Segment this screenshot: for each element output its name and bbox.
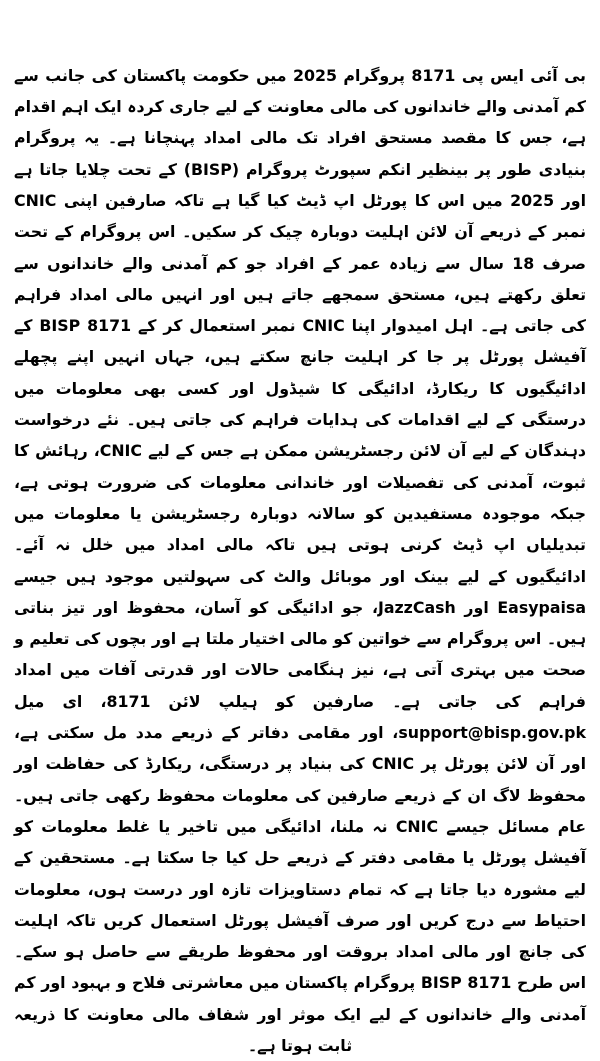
article-paragraph: بی آئی ایس پی 8171 پروگرام 2025 میں حکومت پاکستان کی جانب سے کم آمدنی والے خاندانوں کی مالی معاونت کے لیے جاری کردہ ایک اہم اقدام ہے، جس کا مقصد مستحق افراد تک مالی امداد پہنچانا ہے۔ یہ پروگرام بنیادی طور پر بینظیر انکم سپورٹ پروگرام (BISP) کے تحت چلایا جاتا ہے اور 2025 میں اس کا پورٹل اپ ڈیٹ کیا گیا ہے تاکہ صارفین اپنی CNIC نمبر کے ذریعے آن لائن اہلیت دوبارہ چیک کر سکیں۔ اس پروگرام کے تحت صرف 18 سال سے زیادہ عمر کے افراد جو کم آمدنی والے خاندانوں سے تعلق رکھتے ہیں، مستحق سمجھے جاتے ہیں اور انہیں مالی امداد فراہم کی جاتی ہے۔ اہل امیدوار اپنا CNIC نمبر استعمال کر کے BISP 8171 کے آفیشل پورٹل پر جا کر اہلیت جانچ سکتے ہیں، جہاں انہیں اپنے پچھلے ادائیگیوں کا ریکارڈ، ادائیگی کا شیڈول اور کسی بھی معلومات میں درستگی کے لیے اقدامات کی ہدایات فراہم کی جاتی ہیں۔ نئے درخواست دہندگان کے لیے آن لائن رجسٹریشن ممکن ہے جس کے لیے CNIC، رہائش کا ثبوت، آمدنی کی تفصیلات اور خاندانی معلومات کی ضرورت ہوتی ہے، جبکہ موجودہ مستفیدین کو سالانہ دوبارہ رجسٹریشن یا معلومات میں تبدیلیاں اپ ڈیٹ کرنی ہوتی ہیں تاکہ مالی امداد میں خلل نہ آئے۔ ادائیگیوں کے لیے بینک اور موبائل والٹ کی سہولتیں موجود ہیں جیسے Easypaisa اور JazzCash، جو ادائیگی کو آسان، محفوظ اور تیز بناتی ہیں۔ اس پروگرام سے خواتین کو مالی اختیار ملتا ہے اور بچوں کی تعلیم و صحت میں بہتری آتی ہے، نیز ہنگامی حالات اور قدرتی آفات میں امداد فراہم کی جاتی ہے۔ صارفین کو ہیلپ لائن 8171، ای میل support@bisp.gov.pk، اور مقامی دفاتر کے ذریعے مدد مل سکتی ہے، اور آن لائن پورٹل پر CNIC کی بنیاد پر درستگی، ریکارڈ کی حفاظت اور محفوظ لاگ ان کے ذریعے صارفین کی معلومات محفوظ رکھی جاتی ہیں۔ عام مسائل جیسے CNIC نہ ملنا، ادائیگی میں تاخیر یا غلط معلومات کو آفیشل پورٹل یا مقامی دفتر کے ذریعے حل کیا جا سکتا ہے۔ مستحقین کے لیے مشورہ دیا جاتا ہے کہ تمام دستاویزات تازہ اور درست ہوں، معلومات احتیاط سے درج کریں اور صرف آفیشل پورٹل استعمال کریں تاکہ اہلیت کی جانچ اور مالی امداد بروقت اور محفوظ طریقے سے حاصل ہو سکے۔ اس طرح BISP 8171 پروگرام پاکستان میں معاشرتی فلاح و بہبود اور کم آمدنی والے خاندانوں کے لیے ایک موثر اور شفاف مالی معاونت کا ذریعہ ثابت ہوتا ہے۔ — [14, 65, 587, 1055]
